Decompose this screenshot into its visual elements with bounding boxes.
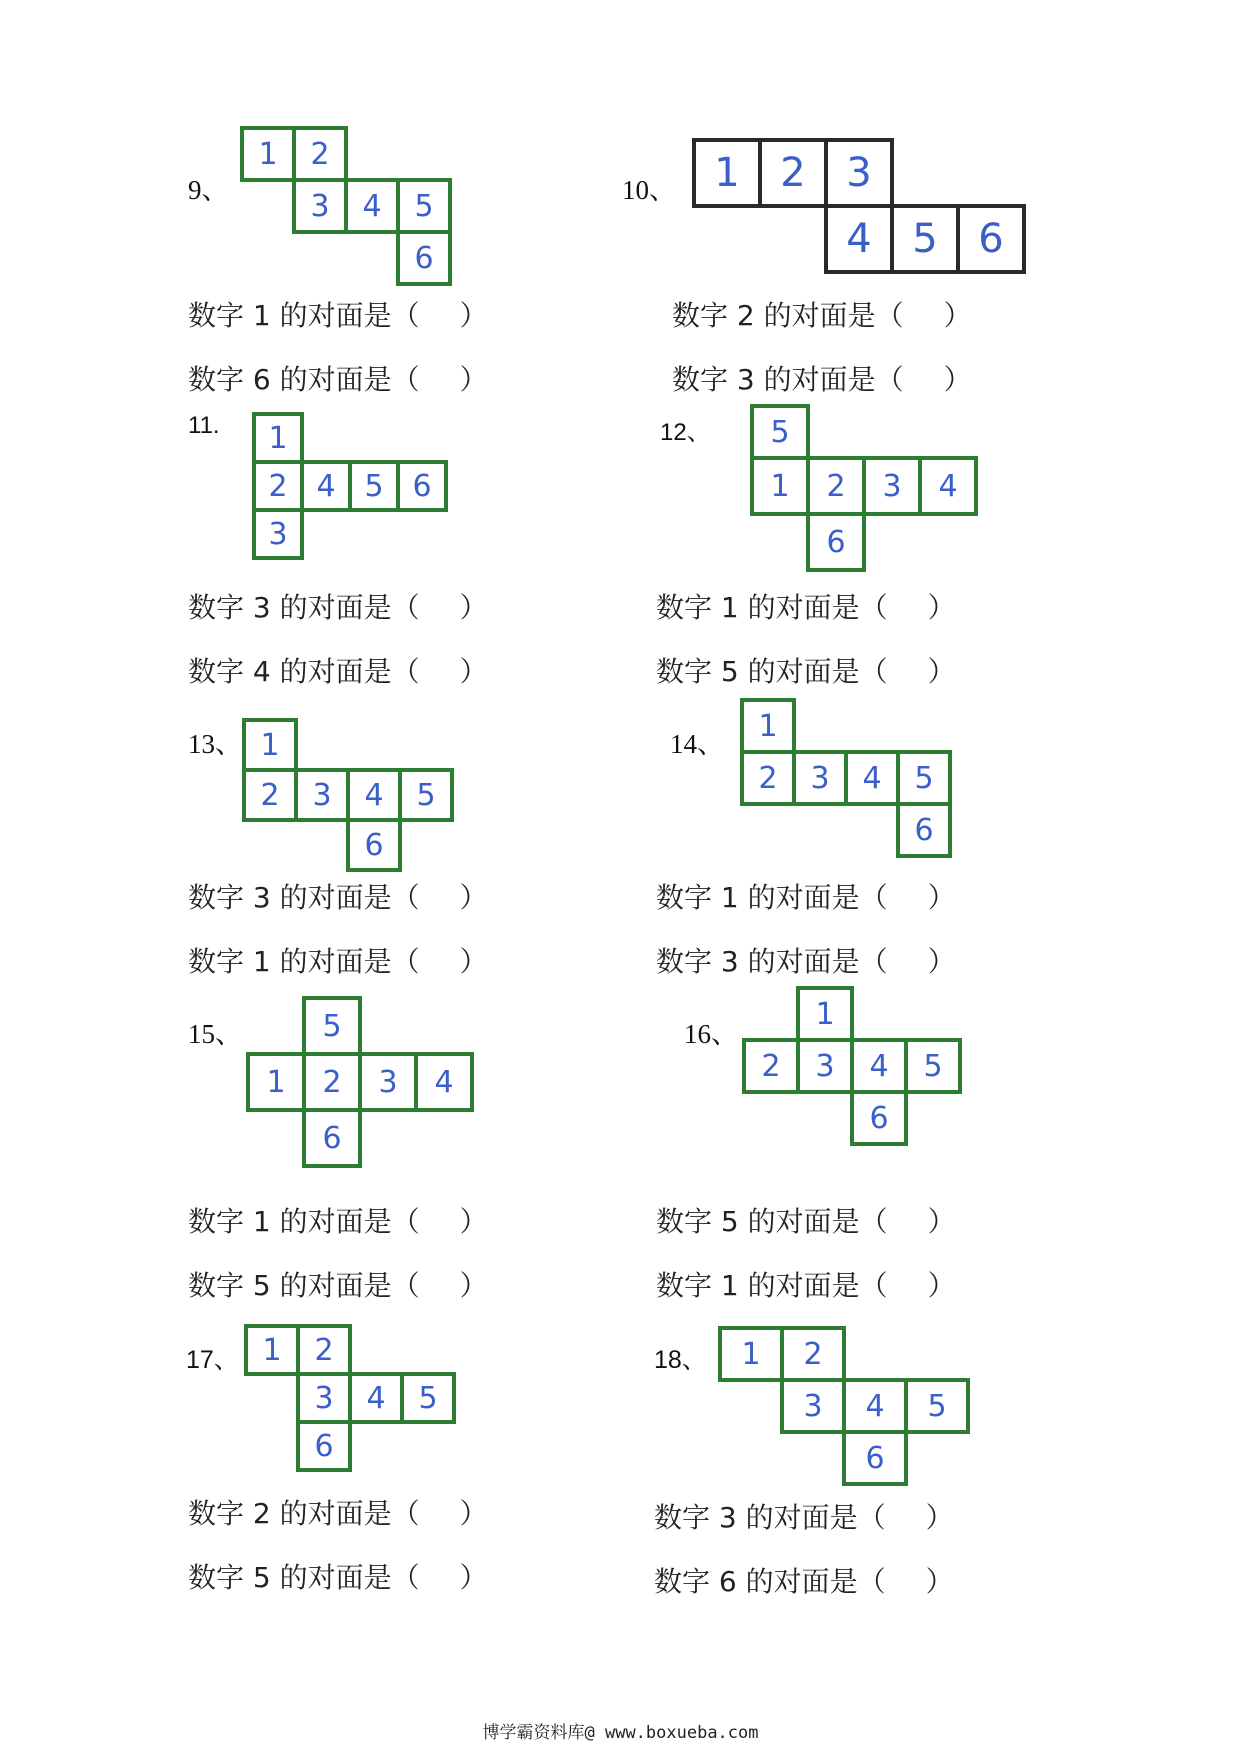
question-text: 数字 5 的对面是（	[656, 655, 888, 688]
net-cell: 5	[400, 1372, 456, 1424]
net-cell: 2	[302, 1052, 362, 1112]
question	[656, 1264, 956, 1304]
net-cell: 6	[296, 1420, 352, 1472]
net-cell: 3	[294, 768, 350, 822]
net-cell: 2	[806, 456, 866, 516]
question-text: 数字 3 的对面是（	[656, 945, 888, 978]
question	[188, 1264, 488, 1304]
question-close: ）	[459, 1497, 488, 1530]
question-close: ）	[459, 1269, 488, 1302]
question-close: ）	[459, 591, 488, 624]
question	[656, 1200, 956, 1240]
net-cell: 4	[414, 1052, 474, 1112]
net-cell: 4	[844, 750, 900, 806]
net-cell: 1	[692, 138, 762, 208]
question-text: 数字 6 的对面是（	[654, 1565, 886, 1598]
net-cell: 2	[758, 138, 828, 208]
net-cell: 3	[780, 1378, 846, 1434]
question-close: ）	[943, 299, 972, 332]
question	[188, 650, 488, 690]
question-text: 数字 2 的对面是（	[672, 299, 904, 332]
net-cell: 1	[750, 456, 810, 516]
net-cell: 3	[292, 178, 348, 234]
net-cell: 5	[896, 750, 952, 806]
net-cell: 4	[346, 768, 402, 822]
problem-number: 16、	[684, 1019, 738, 1049]
net-cell: 2	[740, 750, 796, 806]
net-cell: 2	[296, 1324, 352, 1376]
net-cell: 3	[862, 456, 922, 516]
net-cell: 1	[740, 698, 796, 754]
question-text: 数字 2 的对面是（	[188, 1497, 420, 1530]
question-close: ）	[925, 1565, 954, 1598]
question-text: 数字 4 的对面是（	[188, 655, 420, 688]
question	[188, 1556, 488, 1596]
problem-number: 14、	[670, 729, 724, 759]
net-cell: 4	[918, 456, 978, 516]
question	[656, 586, 956, 626]
net-cell: 3	[792, 750, 848, 806]
question-close: ）	[927, 945, 956, 978]
question-text: 数字 1 的对面是（	[188, 1205, 420, 1238]
question-close: ）	[459, 299, 488, 332]
net-cell: 6	[396, 230, 452, 286]
net-cell: 6	[842, 1430, 908, 1486]
net-cell: 1	[240, 126, 296, 182]
question	[188, 1492, 488, 1532]
question-text: 数字 3 的对面是（	[672, 363, 904, 396]
problem-number: 13、	[188, 729, 242, 759]
problem-number: 10、	[622, 175, 676, 205]
net-cell: 6	[806, 512, 866, 572]
question	[656, 650, 956, 690]
net-cell: 5	[398, 768, 454, 822]
question-close: ）	[459, 881, 488, 914]
net-cell: 3	[358, 1052, 418, 1112]
question-close: ）	[927, 881, 956, 914]
net-cell: 4	[348, 1372, 404, 1424]
net-cell: 4	[300, 460, 352, 512]
question	[654, 1496, 954, 1536]
net-cell: 5	[904, 1378, 970, 1434]
net-cell: 3	[824, 138, 894, 208]
problem-number: 15、	[188, 1019, 242, 1049]
net-cell: 5	[890, 204, 960, 274]
net-cell: 2	[742, 1038, 800, 1094]
question	[188, 876, 488, 916]
footer-watermark: 博学霸资料库@ www.boxueba.com	[482, 1723, 759, 1743]
question-text: 数字 5 的对面是（	[188, 1561, 420, 1594]
net-cell: 4	[842, 1378, 908, 1434]
question-close: ）	[459, 363, 488, 396]
question	[188, 940, 488, 980]
question-text: 数字 1 的对面是（	[188, 299, 420, 332]
net-cell: 5	[302, 996, 362, 1056]
net-cell: 6	[302, 1108, 362, 1168]
question-close: ）	[925, 1501, 954, 1534]
net-cell: 3	[252, 508, 304, 560]
net-cell: 5	[348, 460, 400, 512]
net-cell: 6	[396, 460, 448, 512]
question	[188, 294, 488, 334]
question-close: ）	[927, 1205, 956, 1238]
problem-number: 12、	[660, 419, 711, 446]
question	[654, 1560, 954, 1600]
net-cell: 1	[244, 1324, 300, 1376]
net-cell: 3	[796, 1038, 854, 1094]
question-text: 数字 5 的对面是（	[188, 1269, 420, 1302]
net-cell: 3	[296, 1372, 352, 1424]
net-cell: 2	[292, 126, 348, 182]
question-close: ）	[459, 1205, 488, 1238]
net-cell: 1	[718, 1326, 784, 1382]
net-cell: 6	[956, 204, 1026, 274]
net-cell: 2	[242, 768, 298, 822]
net-cell: 5	[904, 1038, 962, 1094]
question-text: 数字 1 的对面是（	[656, 881, 888, 914]
question	[188, 358, 488, 398]
problem-number: 11.	[188, 412, 220, 439]
question-text: 数字 3 的对面是（	[188, 591, 420, 624]
problem-number: 18、	[654, 1346, 707, 1374]
question-text: 数字 1 的对面是（	[656, 1269, 888, 1302]
question	[672, 294, 972, 334]
problem-number: 17、	[186, 1346, 239, 1374]
question	[672, 358, 972, 398]
problem-number: 9、	[188, 175, 229, 205]
net-cell: 1	[796, 986, 854, 1042]
question	[656, 940, 956, 980]
net-cell: 5	[750, 404, 810, 460]
question-close: ）	[459, 655, 488, 688]
question	[656, 876, 956, 916]
net-cell: 6	[896, 802, 952, 858]
net-cell: 6	[346, 818, 402, 872]
question-close: ）	[927, 655, 956, 688]
question-text: 数字 3 的对面是（	[654, 1501, 886, 1534]
question-close: ）	[927, 1269, 956, 1302]
question	[188, 1200, 488, 1240]
net-cell: 4	[850, 1038, 908, 1094]
question	[188, 586, 488, 626]
question-close: ）	[459, 1561, 488, 1594]
net-cell: 2	[252, 460, 304, 512]
net-cell: 1	[242, 718, 298, 772]
net-cell: 1	[252, 412, 304, 464]
question-close: ）	[927, 591, 956, 624]
question-text: 数字 5 的对面是（	[656, 1205, 888, 1238]
net-cell: 6	[850, 1090, 908, 1146]
net-cell: 4	[824, 204, 894, 274]
question-text: 数字 3 的对面是（	[188, 881, 420, 914]
net-cell: 1	[246, 1052, 306, 1112]
question-close: ）	[459, 945, 488, 978]
net-cell: 2	[780, 1326, 846, 1382]
question-text: 数字 1 的对面是（	[188, 945, 420, 978]
net-cell: 4	[344, 178, 400, 234]
question-close: ）	[943, 363, 972, 396]
question-text: 数字 1 的对面是（	[656, 591, 888, 624]
question-text: 数字 6 的对面是（	[188, 363, 420, 396]
net-cell: 5	[396, 178, 452, 234]
